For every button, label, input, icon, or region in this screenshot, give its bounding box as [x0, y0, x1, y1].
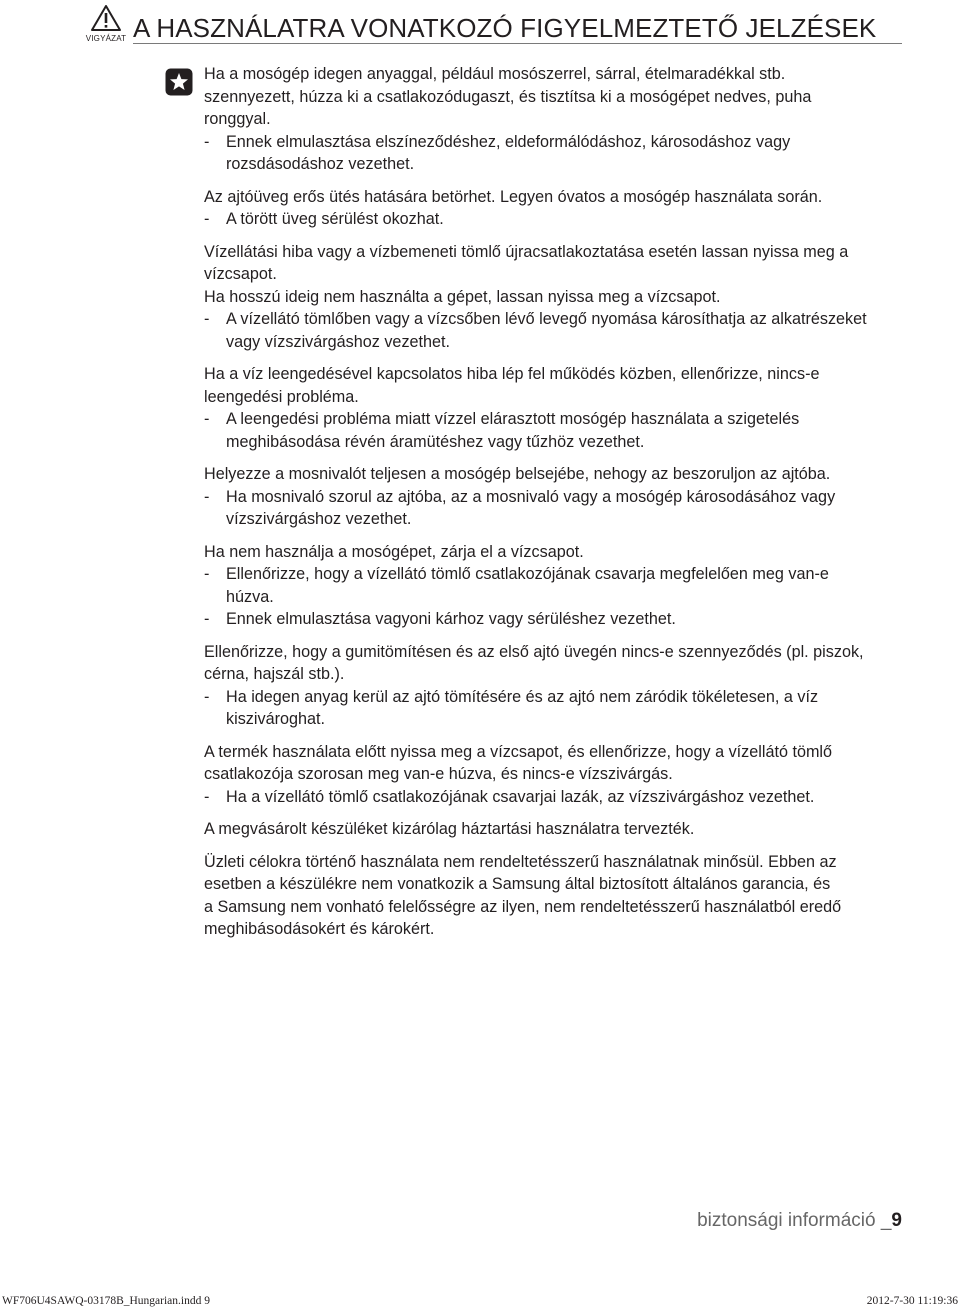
warning-text-line: Ha a víz leengedésével kapcsolatos hiba lép fel működés közben, ellenőrizze, nincs-e [204, 365, 820, 383]
page-title: A HASZNÁLATRA VONATKOZÓ FIGYELMEZTETŐ JELZÉSEK [133, 13, 877, 43]
warning-text-line: Ha a mosógép idegen anyaggal, például mosószerrel, sárral, ételmaradékkal stb. [204, 65, 786, 83]
warning-item [204, 363, 904, 453]
warning-item [204, 463, 904, 531]
consequence-line [204, 708, 904, 731]
page-number: 9 [891, 1210, 902, 1231]
warning-text-line: Ha nem használja a mosógépet, zárja el a vízcsapot. [204, 542, 584, 561]
warning-text-line: Helyezze a mosnivalót teljesen a mosógép belsejébe, nehogy az beszoruljon az ajtóba. [204, 465, 831, 483]
consequence-text: Ennek elmulasztása vagyoni kárhoz vagy sérüléshez vezethet. [226, 610, 676, 628]
bullet-dash: - [204, 565, 210, 583]
bullet-dash: - [204, 687, 210, 706]
section-name: biztonsági információ _ [697, 1210, 892, 1231]
consequence-line [204, 686, 904, 709]
consequence-line [204, 508, 904, 531]
imprint-date: 2012-7-30 11:19:36 [866, 1295, 958, 1307]
warning-item [204, 741, 904, 809]
consequence-line [204, 308, 904, 331]
warning-text-line: Az ajtóüveg erős ütés hatására betörhet. Legyen óvatos a mosógép használata során. [204, 187, 823, 206]
warning-text-line: csatlakozója szorosan meg van-e húzva, és nincs-e vízszivárgás. [204, 765, 673, 783]
warning-item [204, 186, 904, 231]
warning-text-line: A megvásárolt készüléket kizárólag háztartási használatra tervezték. [204, 820, 695, 838]
bullet-dash: - [204, 487, 210, 506]
bullet-dash: - [204, 132, 210, 151]
consequence-text: Ha idegen anyag kerül az ajtó tömítésére és az ajtó nem záródik tökéletesen, a víz [226, 687, 819, 706]
warning-item [204, 63, 904, 176]
warning-item [204, 818, 904, 841]
warning-badge [84, 4, 128, 42]
consequence-line [204, 208, 904, 231]
imprint-file: WF706U4SAWQ-03178B_Hungarian.indd 9 [2, 1295, 210, 1307]
star-note-icon [165, 68, 193, 96]
consequence-text: A vízellátó tömlőben vagy a vízcsőben lévő levegő nyomása károsíthatja az alkatrészeket [226, 310, 867, 328]
consequence-text: húzva. [226, 587, 274, 606]
consequence-text: Ha mosnivaló szorul az ajtóba, az a mosnivaló vagy a mosógép károsodásához vagy [226, 487, 836, 506]
warning-text-line: Ellenőrizze, hogy a gumitömítésen és az első ajtó üvegén nincs-e szennyeződés (pl. piszok, [204, 642, 864, 661]
consequence-line [204, 486, 904, 509]
consequence-line [204, 408, 904, 431]
warning-text-line: A termék használata előtt nyissa meg a vízcsapot, és ellenőrizze, hogy a vízellátó tömlő [204, 742, 833, 761]
warning-text-line: meghibásodásokért és károkért. [204, 920, 435, 938]
page-header [84, 0, 902, 44]
consequence-text: meghibásodása révén áramütéshez vagy tűzhöz vezethet. [226, 432, 645, 451]
consequence-text: kiszivároghat. [226, 710, 325, 728]
warning-text-line: leengedési probléma. [204, 387, 359, 406]
consequence-line [204, 586, 904, 609]
consequence-line [204, 153, 904, 176]
warning-item [204, 851, 904, 941]
consequence-line [204, 563, 904, 586]
warning-triangle-icon [90, 4, 122, 32]
bullet-dash: - [204, 610, 210, 628]
consequence-line [204, 608, 904, 631]
consequence-line [204, 331, 904, 354]
bullet-dash: - [204, 310, 210, 328]
page-footer [697, 1210, 902, 1232]
consequence-text: Ellenőrizze, hogy a vízellátó tömlő csatlakozójának csavarja megfelelően meg van-e [226, 565, 829, 583]
warning-item [204, 641, 904, 731]
warning-label: VIGYÁZAT [85, 34, 127, 43]
consequence-line [204, 131, 904, 154]
warning-text-line: ronggyal. [204, 110, 271, 128]
warning-text-line: Vízellátási hiba vagy a vízbemeneti tömlő újracsatlakoztatása esetén lassan nyissa meg a [204, 242, 849, 261]
consequence-text: Ennek elmulasztása elszíneződéshez, eldeformálódáshoz, károsodáshoz vagy [226, 132, 791, 151]
consequence-text: A leengedési probléma miatt vízzel elárasztott mosógép használata a szigetelés [226, 410, 800, 428]
warning-text-line: cérna, hajszál stb.). [204, 665, 345, 683]
title-divider [133, 43, 902, 44]
warning-text-line: vízcsapot. [204, 265, 277, 283]
warning-item [204, 541, 904, 631]
consequence-text: vízszivárgáshoz vezethet. [226, 510, 412, 528]
consequence-line [204, 431, 904, 454]
consequence-text: vagy vízszivárgáshoz vezethet. [226, 332, 451, 351]
warning-text-line: Üzleti célokra történő használata nem rendeltetésszerű használatnak minősül. Ebben az [204, 852, 837, 871]
warning-text-line: szennyezett, húzza ki a csatlakozódugaszt, és tisztítsa ki a mosógépet nedves, puha [204, 87, 812, 106]
bullet-dash: - [204, 210, 210, 228]
warning-content [204, 63, 904, 951]
warning-text-line: a Samsung nem vonható felelősségre az ilyen, nem rendeltetésszerű használatból eredő [204, 897, 842, 916]
consequence-text: rozsdásodáshoz vezethet. [226, 155, 415, 173]
consequence-text: Ha a vízellátó tömlő csatlakozójának csavarjai lazák, az vízszivárgáshoz vezethet. [226, 787, 815, 806]
bullet-dash: - [204, 787, 210, 806]
consequence-line [204, 786, 904, 809]
warning-text-line: Ha hosszú ideig nem használta a gépet, lassan nyissa meg a vízcsapot. [204, 287, 721, 306]
warning-text-line: esetben a készülékre nem vonatkozik a Samsung által biztosított általános garancia, és [204, 875, 831, 893]
consequence-text: A törött üveg sérülést okozhat. [226, 210, 444, 228]
warning-item [204, 241, 904, 354]
bullet-dash: - [204, 410, 210, 428]
